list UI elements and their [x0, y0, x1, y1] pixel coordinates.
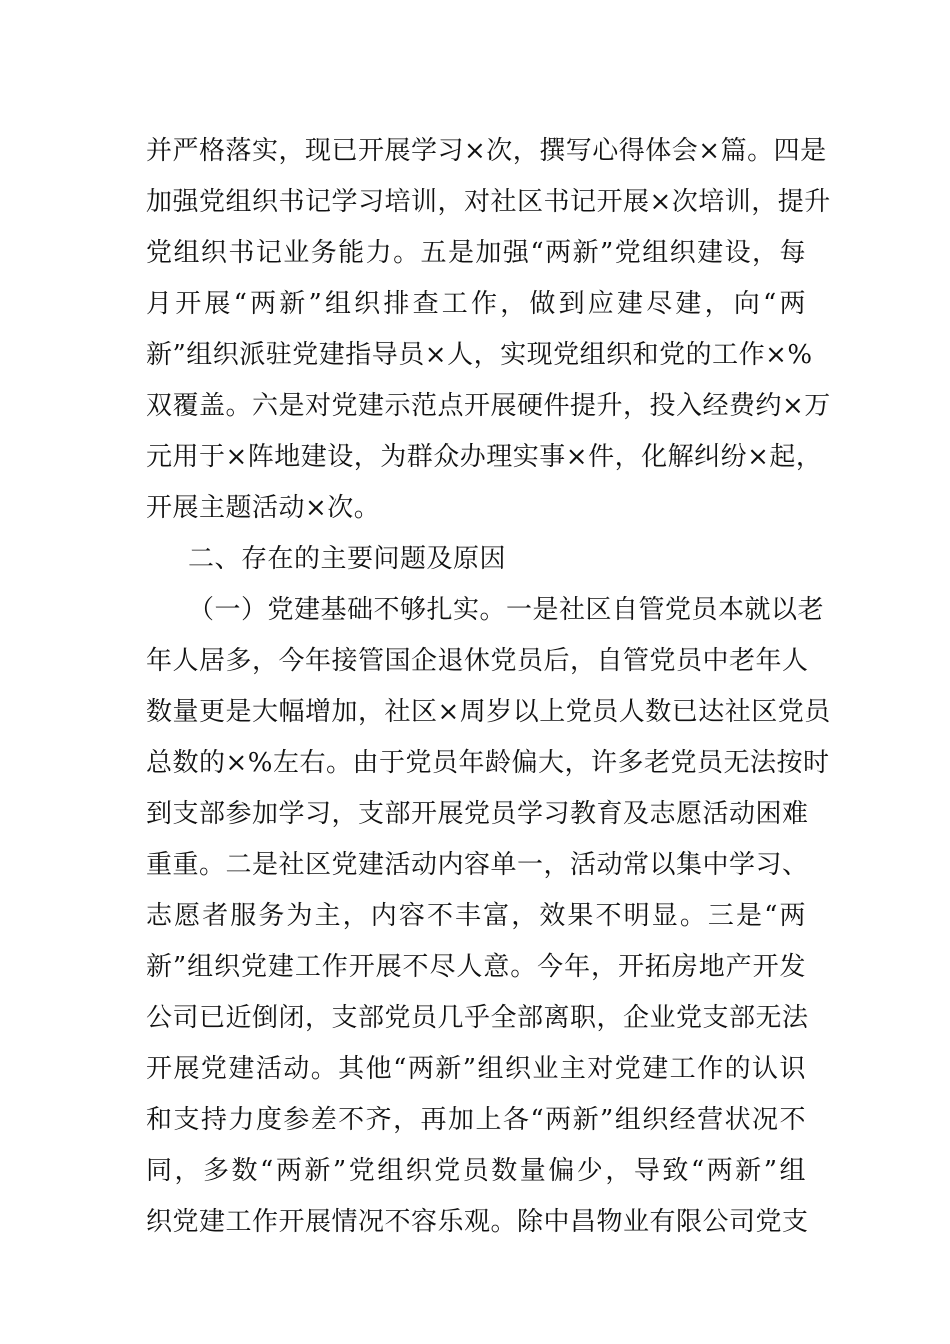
- body-line-13: 总数的×%左右。由于党员年龄偏大，许多老党员无法按时: [146, 748, 830, 778]
- body-line-4: 月开展“两新”组织排查工作，做到应建尽建，向“两: [146, 289, 806, 319]
- body-line-22: 织党建工作开展情况不容乐观。除中昌物业有限公司党支: [146, 1207, 809, 1237]
- body-line-1: 并严格落实，现已开展学习×次，撰写心得体会×篇。四是: [146, 136, 827, 166]
- body-line-19: 开展党建活动。其他“两新”组织业主对党建工作的认识: [146, 1054, 806, 1084]
- body-line-3: 党组织书记业务能力。五是加强“两新”党组织建设，每: [146, 238, 806, 268]
- body-line-20: 和支持力度参差不齐，再加上各“两新”组织经营状况不: [146, 1105, 806, 1135]
- body-line-2: 加强党组织书记学习培训，对社区书记开展×次培训，提升: [146, 187, 831, 217]
- body-line-5: 新”组织派驻党建指导员×人，实现党组织和党的工作×%: [146, 340, 813, 370]
- body-line-16: 志愿者服务为主，内容不丰富，效果不明显。三是“两: [146, 901, 806, 931]
- body-line-18: 公司已近倒闭，支部党员几乎全部离职，企业党支部无法: [146, 1003, 809, 1033]
- section-heading: 二、存在的主要问题及原因: [188, 544, 507, 574]
- body-line-15: 重重。二是社区党建活动内容单一，活动常以集中学习、: [146, 850, 809, 880]
- body-line-17: 新”组织党建工作开展不尽人意。今年，开拓房地产开发: [146, 952, 806, 982]
- paragraph-first-line: （一）党建基础不够扎实。一是社区自管党员本就以老: [188, 595, 825, 625]
- body-line-8: 开展主题活动×次。: [146, 493, 381, 523]
- body-line-7: 元用于×阵地建设，为群众办理实事×件，化解纠纷×起，: [146, 442, 823, 472]
- body-line-11: 年人居多，今年接管国企退休党员后，自管党员中老年人: [146, 646, 809, 676]
- body-line-6: 双覆盖。六是对党建示范点开展硬件提升，投入经费约×万: [146, 391, 831, 421]
- body-line-12: 数量更是大幅增加，社区×周岁以上党员人数已达社区党员: [146, 697, 831, 727]
- body-line-14: 到支部参加学习，支部开展党员学习教育及志愿活动困难: [146, 799, 809, 829]
- body-line-21: 同，多数“两新”党组织党员数量偏少，导致“两新”组: [146, 1156, 806, 1186]
